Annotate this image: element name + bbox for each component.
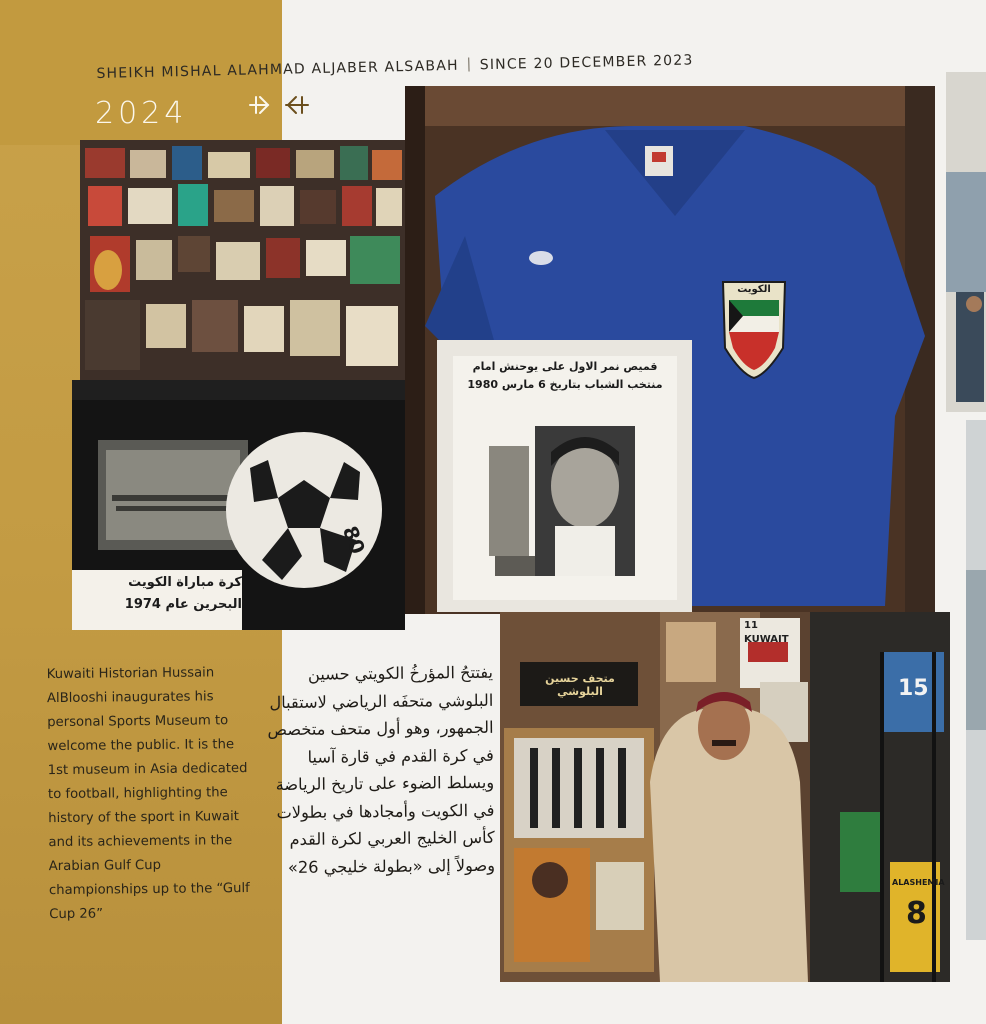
- match-ball-photo: [72, 380, 405, 630]
- jersey-number-15: 15: [898, 676, 929, 701]
- jersey-number-8: 8: [906, 896, 927, 931]
- historian-museum-photo: [500, 612, 950, 982]
- frame-caption: [453, 358, 677, 394]
- year-label: 2024: [95, 96, 188, 131]
- jersey-number-11: 11: [744, 620, 758, 631]
- running-head-since: SINCE 20 DECEMBER 2023: [479, 52, 694, 74]
- next-page-edge-photo-lower: [966, 420, 986, 940]
- shirt-badge-text: الكويت: [737, 284, 771, 295]
- memorabilia-collage-photo: [80, 140, 405, 380]
- jersey-name-text: ALASHEMIA: [892, 878, 945, 887]
- frame-caption-line2: منتخب الشباب بتاريخ 6 مارس 1980: [467, 378, 663, 391]
- ball-number: 80: [337, 522, 370, 558]
- kuwait-shirt-display-photo: [405, 86, 935, 614]
- jersey-kuwait-text: KUWAIT: [744, 634, 789, 645]
- running-head-name: SHEIKH MISHAL ALAHMAD ALJABER ALSABAH: [96, 57, 459, 82]
- ball-label-line2: البحرين عام 1974: [124, 597, 242, 612]
- arabic-caption: يفتتحُ المؤرخُ الكويتي حسين البلوشي متحفَه الرياضي لاستقبال الجمهور، وهو أول متحف متخصص في كرة القدم في قارة آسيا ويسلط الضوء على تاريخ الرياضة في الكويت وأمجادها في بطولات كأس الخليج العربي لكرة القدم وصولاً إلى «بطولة خليجي 26»: [267, 662, 496, 877]
- frame-caption-line1: قميص نمر الاول على يوحنش امام: [472, 360, 658, 373]
- ball-label: [72, 572, 242, 616]
- ball-label-line1: كرة مباراة الكويت: [128, 575, 242, 590]
- running-head-separator: [469, 58, 470, 72]
- museum-sign-text: متحف حسين البلوشي: [545, 672, 615, 698]
- english-caption: Kuwaiti Historian Hussain AlBlooshi inaugurates his personal Sports Museum to welcome the public. It is the 1st museum in Asia dedicated to football, highlighting the history of the sport in Kuwait and its achievements in the Arabian Gulf Cup championships up to the “Gulf Cup 26”: [46, 665, 250, 923]
- next-page-edge-photo: [946, 72, 986, 412]
- arrow-ornament-icon: [246, 90, 316, 120]
